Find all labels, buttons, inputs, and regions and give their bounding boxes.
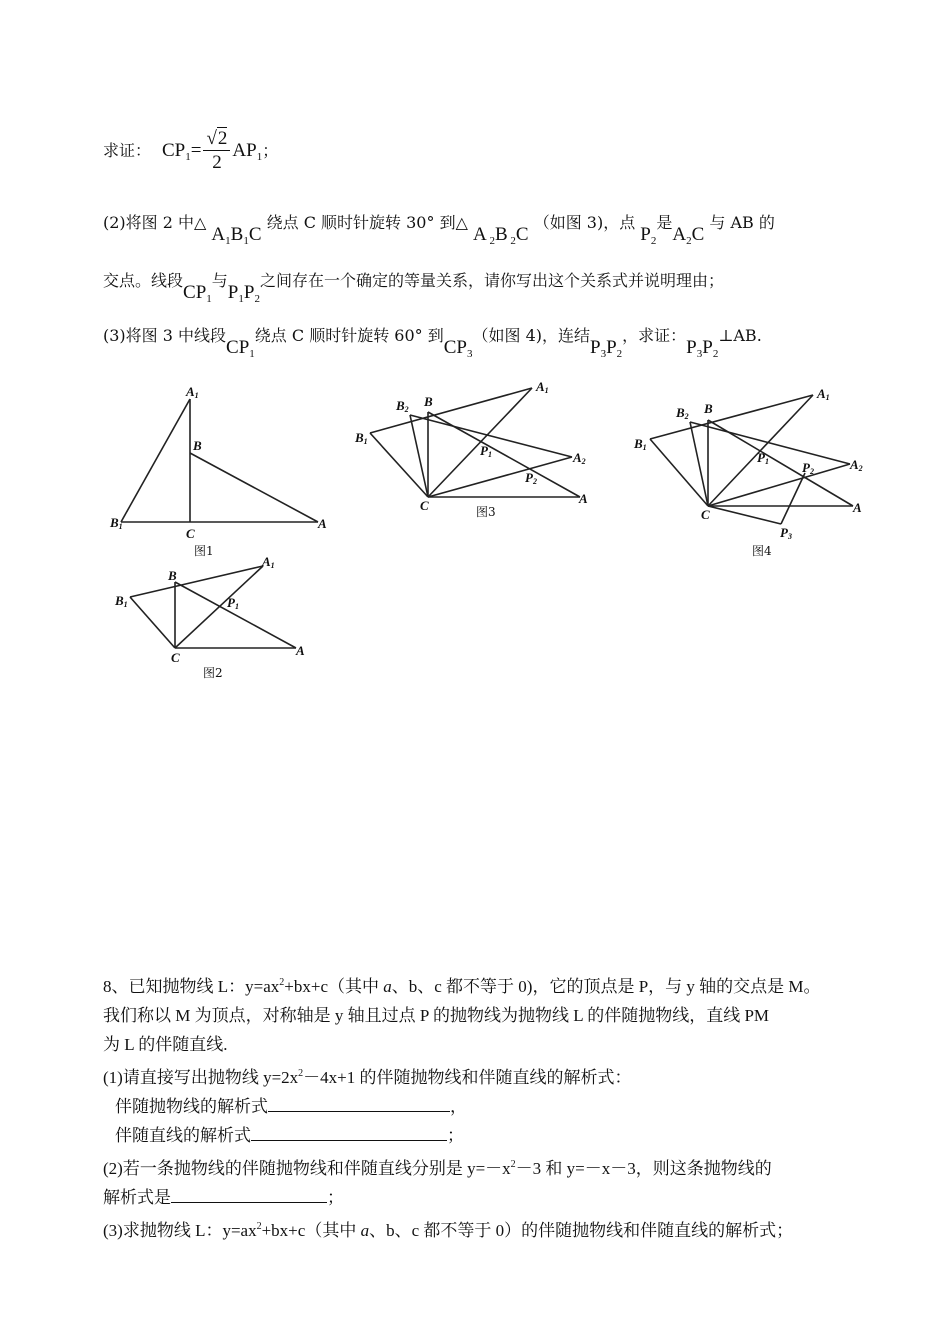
answer-blank-line[interactable]	[251, 1122, 447, 1141]
fig1-label-b: B	[193, 438, 202, 453]
fig3-label-b: B	[424, 394, 433, 409]
p8-q1: (1)请直接写出抛物线 $y=2x^2-4x+1$ 的伴随抛物线和伴随直线的解析式：	[103, 1068, 632, 1087]
fig3-label-a: A	[579, 491, 588, 506]
fig2-label-c: C	[171, 650, 180, 665]
answer-blank-q2[interactable]	[171, 1184, 327, 1203]
p8-q2: (2)若一条抛物线的伴随抛物线和伴随直线分别是 $y=-x^2-3$ 和 y=－x－3，则这条抛物线的	[103, 1159, 772, 1178]
fig4-label-b: B	[704, 401, 713, 416]
p8-q3: (3)求抛物线 L：$y=ax^2+bx+c$（其中 a、b、c 都不等于 0）的伴随抛物线和伴随直线的解析式；	[103, 1221, 794, 1240]
part2-line2: 交点。线段$CP_1$与$P_1P_2$之间存在一个确定的等量关系，请你写出这个关系式并说明理由；	[103, 271, 724, 305]
part3-line: (3)将图 3 中线段$CP_1$绕点 C 顺时针旋转 60° 到$CP_3$（如图 4)，连结$P_3P_2$，求证：$P_3P_2\perp AB$.	[103, 326, 762, 360]
p8-line2: 我们称以 M 为顶点，对称轴是 y 轴且过点 P 的抛物线为抛物线 L 的伴随抛物线，直线 PM	[103, 1006, 770, 1025]
fig2-label-b1: B1	[115, 593, 128, 609]
answer-blank-parabola[interactable]	[268, 1093, 450, 1112]
prove-line: 求证：	[103, 141, 152, 160]
fig1-label-a: A	[318, 516, 327, 531]
p8-line3: 为 L 的伴随直线.	[103, 1035, 228, 1054]
fig4-caption: 图4	[752, 544, 772, 558]
fig1-label-a1: A1	[186, 384, 199, 400]
fig4-label-a1: A1	[817, 386, 830, 402]
fig4-label-p2: P2	[802, 460, 814, 476]
fig2-label-b: B	[168, 568, 177, 583]
fig3-label-a1: A1	[536, 379, 549, 395]
fig3-label-a2: A2	[573, 450, 586, 466]
fig3-label-c: C	[420, 498, 429, 513]
fig2-label-a1: A1	[262, 554, 275, 570]
fig2-lines	[130, 566, 296, 648]
p8-q2-answer: 解析式是 ；	[103, 1183, 821, 1212]
fig1-lines	[121, 399, 318, 522]
fig1-caption: 图1	[194, 544, 214, 558]
prove-formula: $CP_1=$ $\frac{√2}{2}$ $AP_1$；	[162, 128, 279, 173]
p8-q1-line: 伴随直线的解析式 ；	[103, 1121, 821, 1150]
p8-line1: 8、已知抛物线 L：$y=ax^2+bx+c$（其中 a、b、c 都不等于 0)，它的顶点是 P，与 y 轴的交点是 M。	[103, 977, 821, 996]
fig3-label-p1: P1	[480, 443, 492, 459]
fig4-label-p1: P1	[757, 450, 769, 466]
fig3-caption: 图3	[476, 505, 496, 519]
fig4-label-a2: A2	[850, 457, 863, 473]
fig1-label-c: C	[186, 526, 195, 541]
fig4-label-p3: P3	[780, 525, 792, 541]
fig2-label-p1: P1	[227, 595, 239, 611]
fig4-label-a: A	[853, 500, 862, 515]
fig2-label-a: A	[296, 643, 305, 658]
fig3-label-p2: P2	[525, 470, 537, 486]
fig1-label-b1: B1	[110, 515, 123, 531]
fig3-label-b1: B1	[355, 430, 368, 446]
fig4-label-c: C	[701, 507, 710, 522]
part2-line1: (2)将图 2 中△ $A_1B_1C$ 绕点 C 顺时针旋转 30° 到△ A $_2$B $_2$C （如图 3)，点 $P_2$是$A_2C$ 与 AB 的	[103, 213, 775, 247]
fig4-label-b1: B1	[634, 436, 647, 452]
fig4-label-b2: B2	[676, 405, 689, 421]
fraction-sqrt2-over-2: $\frac{√2}{2}$	[203, 128, 230, 175]
fig2-caption: 图2	[203, 666, 223, 680]
p8-q1-parabola: 伴随抛物线的解析式 ，	[103, 1092, 821, 1121]
problem-8	[103, 968, 821, 1245]
fig3-label-b2: B2	[396, 398, 409, 414]
